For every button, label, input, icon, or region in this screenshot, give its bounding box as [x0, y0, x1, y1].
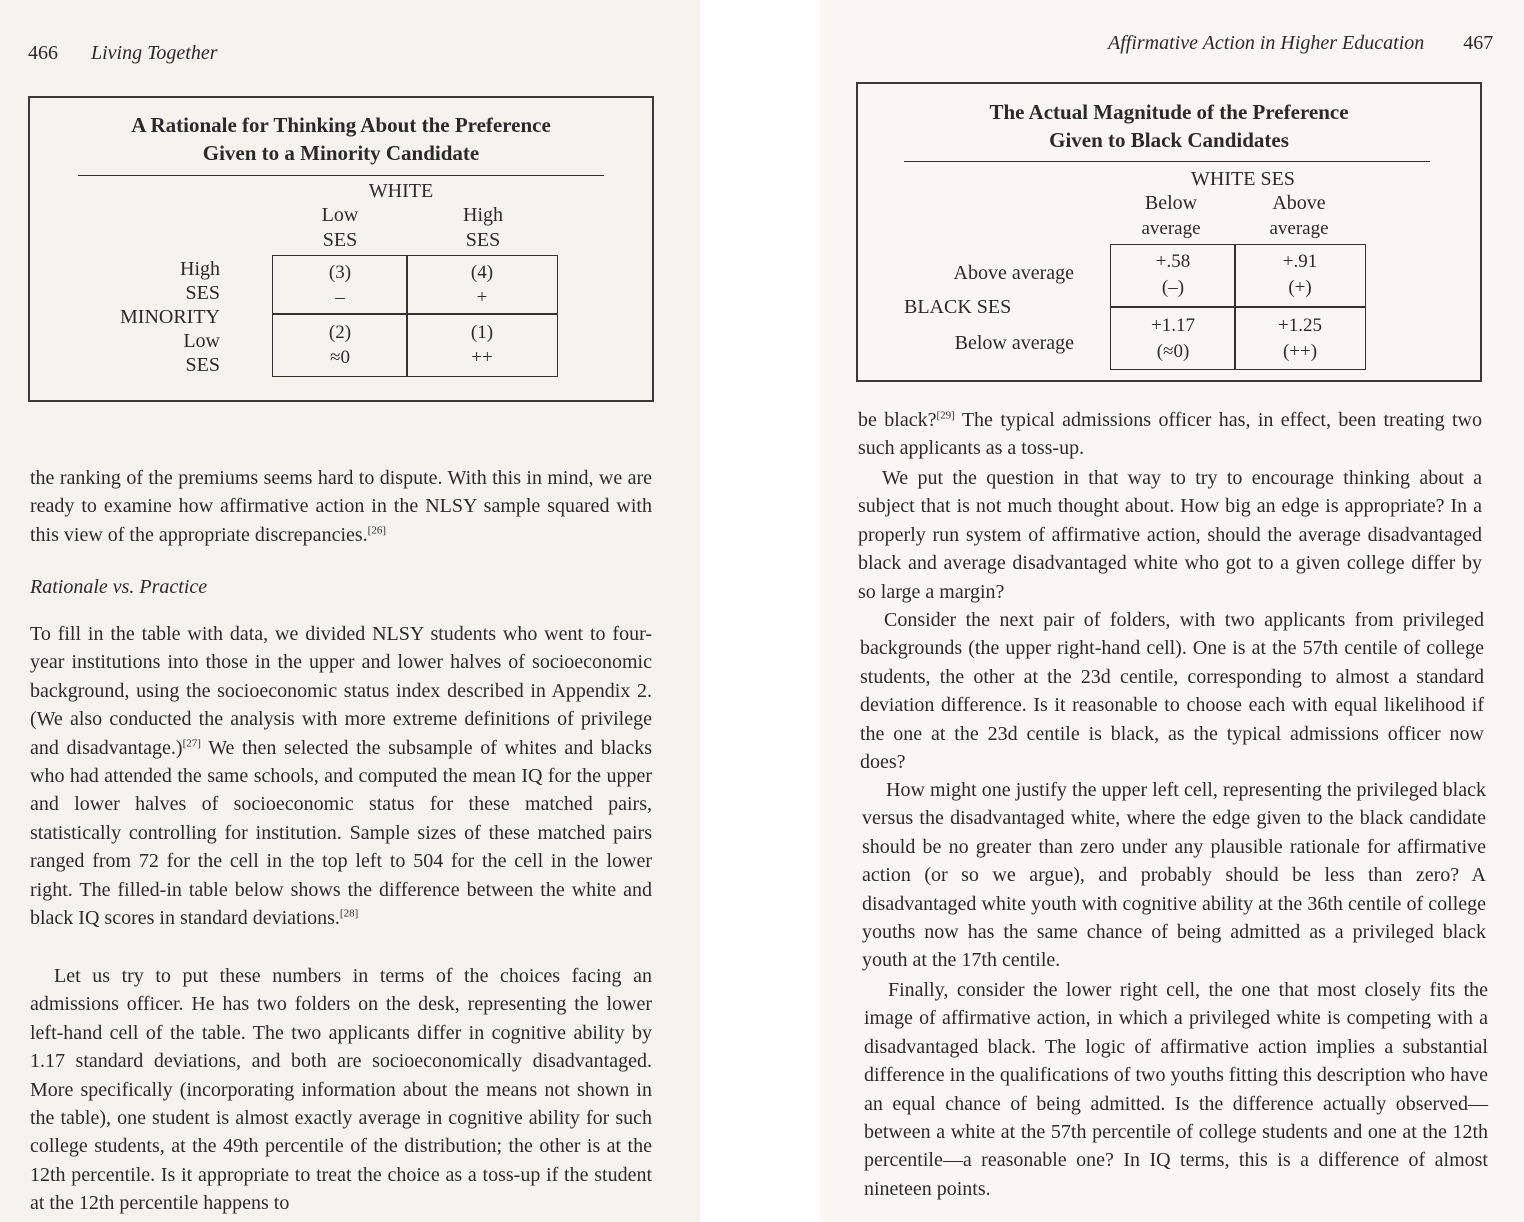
cell-sign: (++) — [1282, 341, 1318, 362]
right-paragraph-2: We put the question in that way to try to encourage thinking about a subject that is not much thought about. How big an edge is appropriate? In a properly run system of affirmative action, should the average disadvantaged black and average disadvantaged white who got to a given college differ by so large a margin? — [858, 467, 1482, 603]
figure-title-line1: The Actual Magnitude of the Preference — [989, 100, 1349, 124]
cell-sign: ≈0 — [330, 347, 350, 368]
col2-line2: average — [1269, 218, 1329, 239]
cell-sign: (–) — [1161, 277, 1185, 298]
right-paragraph-1 — [858, 406, 1482, 463]
para-text: be black? — [858, 409, 937, 431]
para-text: We then selected the subsample of whites and blacks who had attended the same schools, and computed the mean IQ for the upper and lower halves of socioeconomic status for these matched pairs, statistically controlling for institution. Sample sizes of these matched pairs ranged from 72 for the cell in the top left to 504 for the cell in the lower right. The filled-in table below shows the difference between the white and black IQ scores in standard deviations. — [30, 736, 653, 930]
figure-title-line1: A Rationale for Thinking About the Preference — [131, 113, 551, 137]
row1-line2: SES — [185, 282, 220, 304]
cell-rank: (4) — [470, 262, 494, 283]
rationale-figure — [28, 96, 654, 402]
cell-sign: – — [335, 287, 345, 308]
left-paragraph-2 — [30, 620, 652, 932]
para-text: The typical admissions officer has, in effect, been treating two such applicants as a toss-up. — [858, 409, 1482, 460]
row-group-label: BLACK SES — [904, 296, 1012, 318]
page-gutter — [700, 0, 820, 1222]
row-group-label: MINORITY — [120, 306, 220, 328]
cell-rank: (2) — [328, 322, 352, 343]
col1-line1: Below — [1144, 192, 1198, 214]
col1-line1: Low — [321, 204, 359, 226]
cell-value: +.58 — [1155, 251, 1191, 272]
col1-line2: average — [1141, 218, 1201, 239]
col2-line1: Above — [1272, 192, 1326, 214]
left-paragraph-3: Let us try to put these numbers in terms of the choices facing an admissions officer. He has two folders on the desk, representing the lower left-hand cell of the table. The two applicants differ in cognitive ability by 1.17 standard deviations, and both are socioeconomically disadvantaged. More specifically (incorporating information about the means not shown in the table), one student is almost exactly average in cognitive ability for such college students, at the 49th percentile of the distribution; the other is at the 12th percentile. Is it appropriate to treat the choice as a toss-up if the student at the 12th percentile happens to — [30, 965, 652, 1215]
left-page — [0, 0, 700, 1222]
footnote-ref: [28] — [339, 907, 359, 920]
right-paragraph-4: How might one justify the upper left cell, representing the privileged black versus the disadvantaged white, where the edge given to the black candidate should be no greater than zero under any plausible rationale for affirmative action (or so we argue), and probably should be less than zero? A disadvantaged white youth with cognitive ability at the 36th centile of college youths now has the same chance of being admitted as a privileged black youth at the 17th centile. — [862, 779, 1486, 972]
row1-line1: High — [180, 258, 220, 280]
right-running-head — [1108, 32, 1493, 55]
left-paragraph-1 — [30, 464, 652, 549]
cell-sign: + — [476, 287, 488, 308]
figure-rule — [78, 175, 604, 176]
col1-line2: SES — [322, 229, 358, 251]
footnote-ref: [27] — [182, 736, 201, 749]
row1-label: Above average — [953, 262, 1074, 284]
figure-title-line2: Given to a Minority Candidate — [202, 141, 480, 165]
row2-line1: Low — [183, 330, 220, 352]
right-running-title: Affirmative Action in Higher Education — [1108, 32, 1425, 54]
para-text: the ranking of the premiums seems hard to dispute. With this in mind, we are ready to examine how affirmative action in the NLSY sample squared with this view of the appropriate discrepancies. — [30, 467, 652, 546]
cell-high-high — [406, 255, 558, 315]
right-paragraph-5: Finally, consider the lower right cell, the one that most closely fits the image of affirmative action, in which a privileged white is competing with a disadvantaged black. The logic of affirmative action implies a substantial difference in the qualifications of two youths fitting this description who have an equal chance of being admitted. Is the difference actually observed—between a white at the 57th percentile of college students and one at the 12th percentile—a reasonable one? In IQ terms, this is a difference of almost nineteen points. — [864, 979, 1488, 1200]
cell-low-low — [272, 313, 408, 377]
footnote-ref: [29] — [936, 409, 955, 422]
figure-title-line2: Given to Black Candidates — [1049, 128, 1289, 152]
cell-below-above — [1234, 306, 1366, 370]
section-subhead: Rationale vs. Practice — [30, 576, 208, 598]
right-page-number: 467 — [1463, 32, 1494, 54]
magnitude-figure — [856, 82, 1482, 382]
cell-above-above — [1234, 244, 1366, 308]
col-group-label: WHITE — [368, 180, 434, 202]
cell-low-high — [406, 313, 558, 377]
left-page-number: 466 — [28, 42, 58, 64]
right-page — [820, 0, 1524, 1222]
col2-line2: SES — [465, 229, 501, 251]
cell-below-below — [1110, 306, 1236, 370]
cell-sign: (+) — [1288, 277, 1312, 298]
footnote-ref: [26] — [367, 524, 386, 537]
cell-sign: (≈0) — [1156, 341, 1190, 362]
cell-value: +1.17 — [1151, 315, 1195, 336]
row2-label: Below average — [954, 332, 1074, 354]
cell-value: +1.25 — [1278, 315, 1322, 336]
cell-rank: (3) — [328, 262, 352, 283]
row2-line2: SES — [185, 354, 220, 376]
left-running-head — [28, 42, 218, 65]
cell-high-low — [272, 255, 408, 315]
col2-line1: High — [463, 204, 503, 226]
cell-above-below — [1110, 244, 1236, 308]
col-group-label: WHITE SES — [1191, 168, 1295, 190]
right-paragraph-3: Consider the next pair of folders, with two applicants from privileged backgrounds (the upper right-hand cell). One is at the 57th centile of college students, the other at the 23d centile, corresponding to almost a standard deviation difference. Is it reasonable to choose each with equal likelihood if the one at the 23d centile is black, as the typical admissions officer now does? — [860, 609, 1484, 774]
figure-rule — [904, 161, 1430, 162]
left-running-title: Living Together — [91, 42, 218, 64]
para-text: To fill in the table with data, we divided NLSY students who went to four-year institutions into those in the upper and lower halves of socioeconomic background, using the socioeconomic status index described in Appendix 2. (We also conducted the analysis with more extreme definitions of privilege and disadvantage.) — [30, 623, 652, 759]
cell-sign: ++ — [471, 347, 493, 368]
cell-value: +.91 — [1282, 251, 1318, 272]
cell-rank: (1) — [470, 322, 494, 343]
